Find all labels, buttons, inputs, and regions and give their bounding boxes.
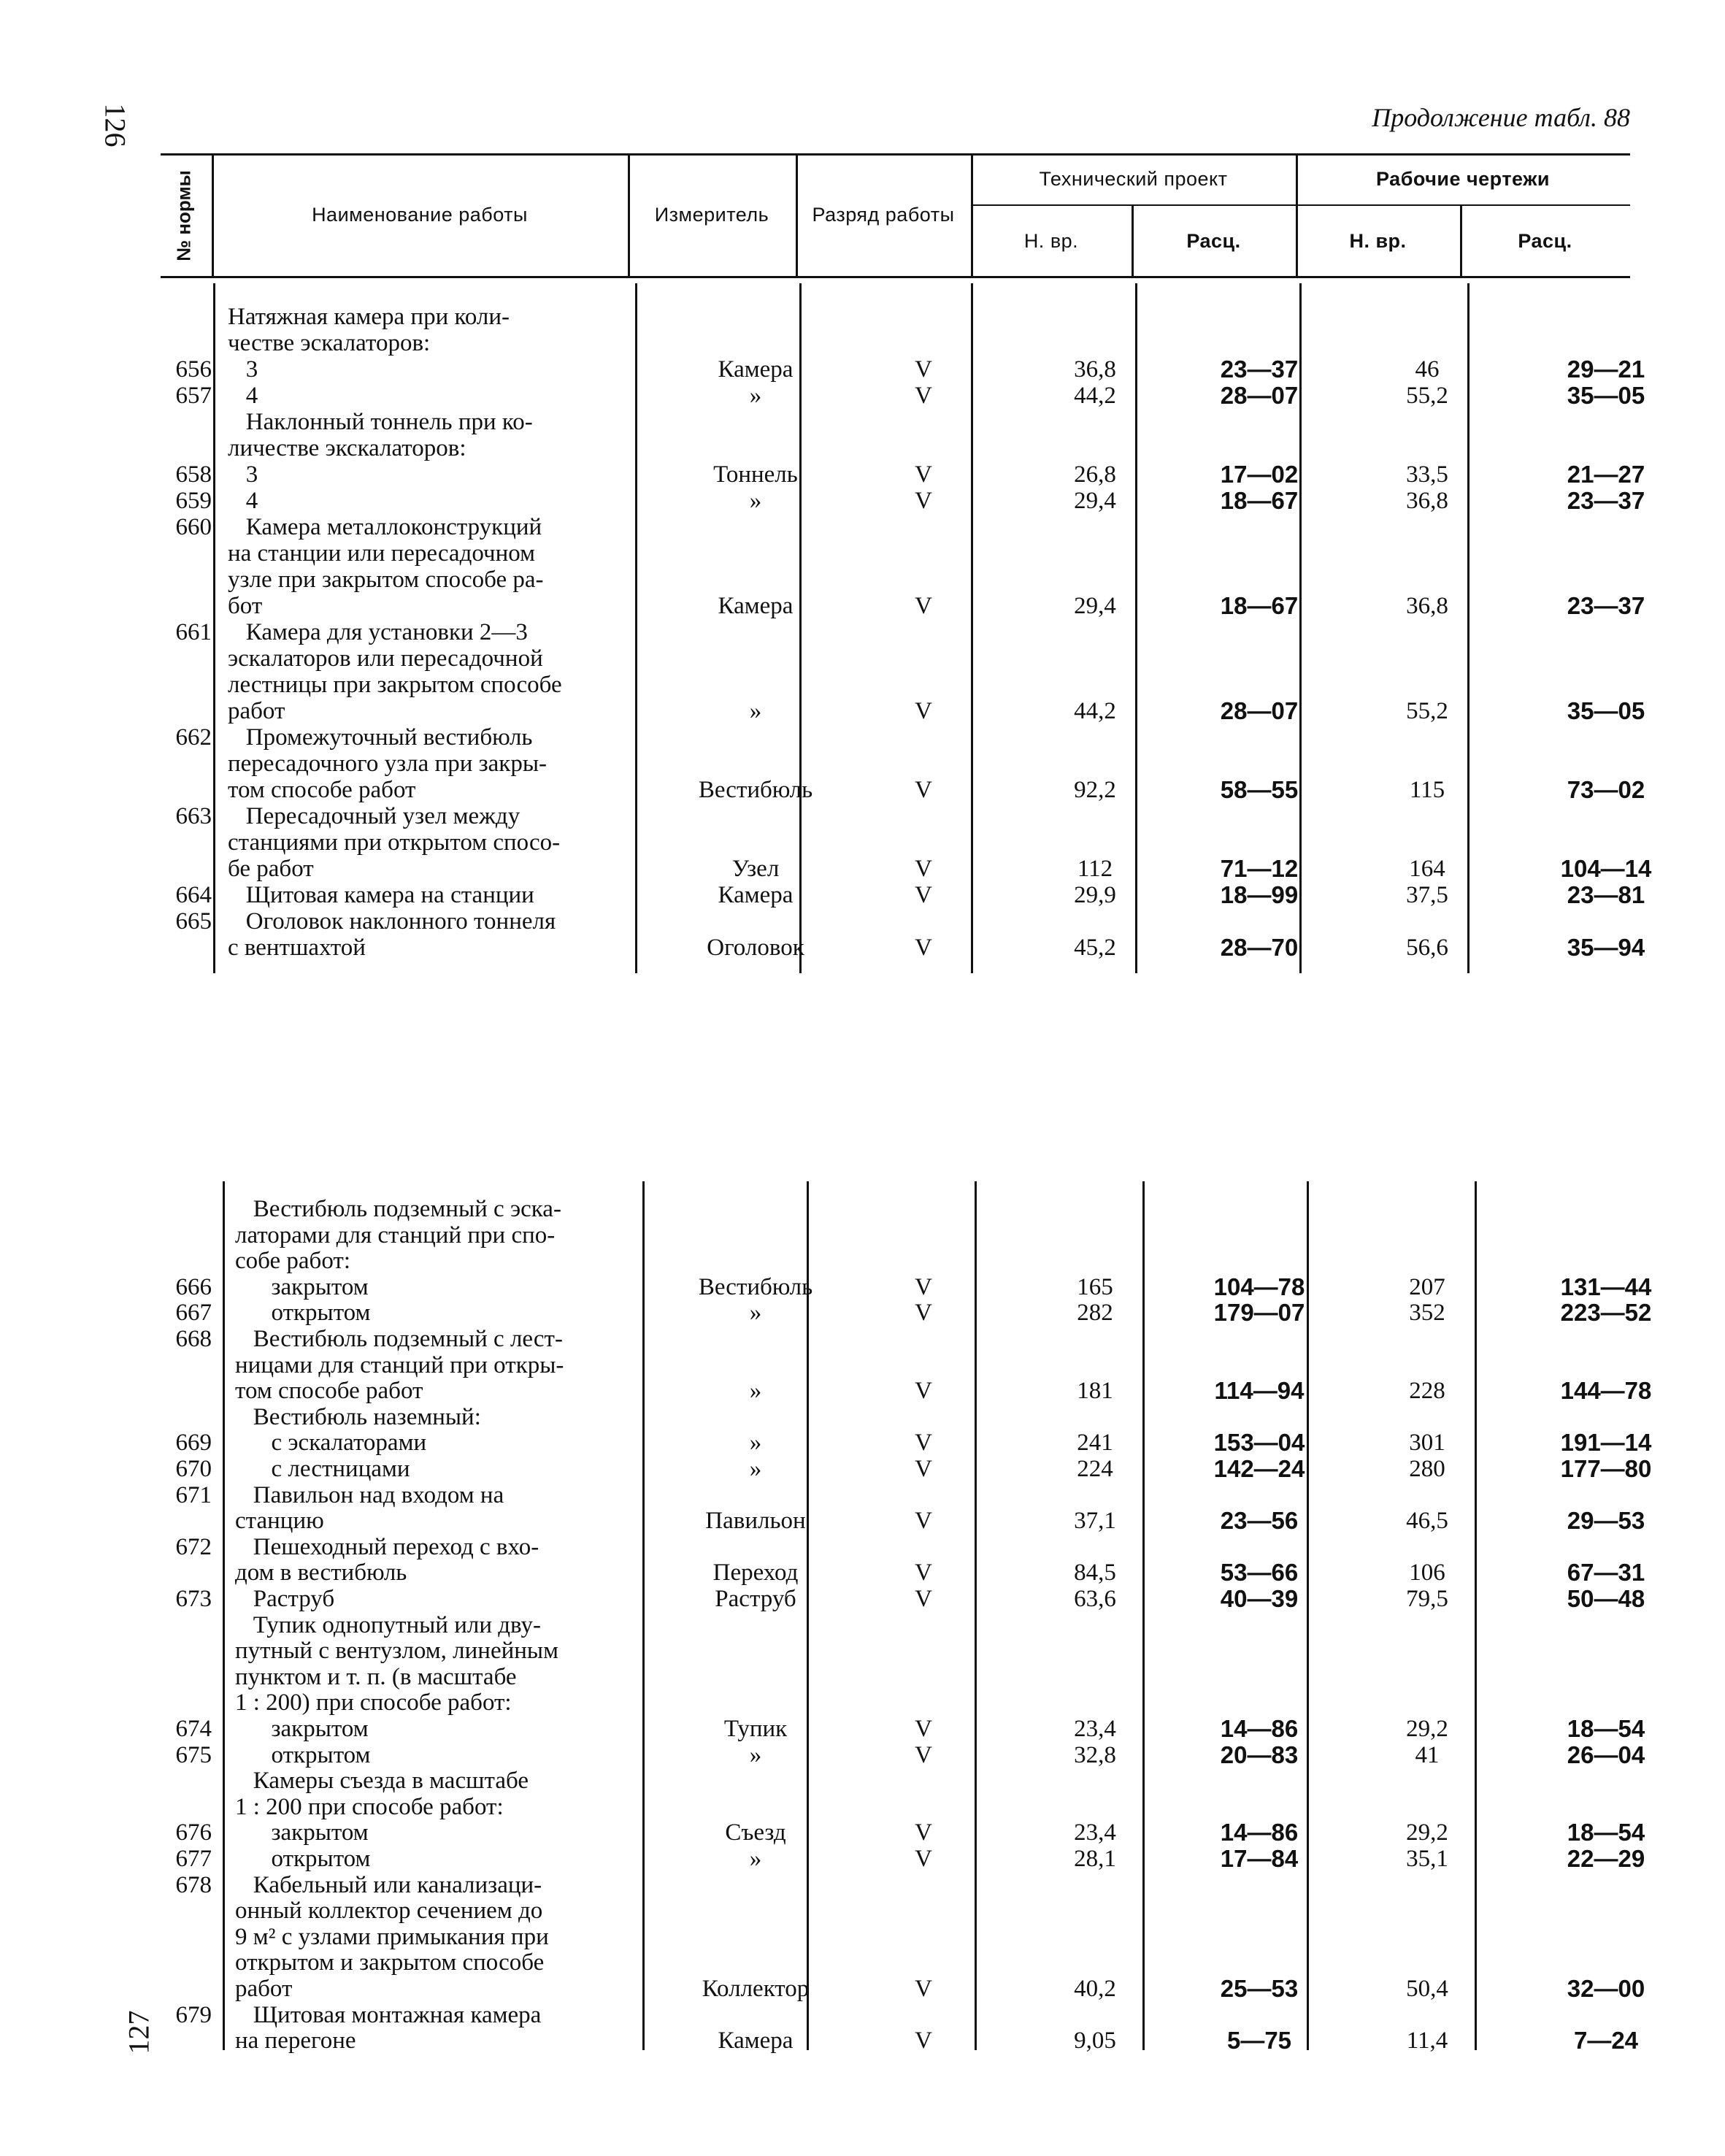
- work-name-line: 4: [228, 488, 258, 514]
- tp-time-norm-cell: 23,4: [1074, 1716, 1116, 1742]
- work-name-line: личестве экскалаторов:: [228, 435, 466, 461]
- work-name-line: 3: [228, 356, 258, 383]
- wd-time-norm-cell: 164: [1409, 856, 1445, 882]
- work-name-line: лестницы при закрытом способе: [228, 672, 562, 698]
- tp-rate-cell: 25—53: [1220, 1975, 1299, 2002]
- wd-time-norm-cell: 11,4: [1406, 2028, 1448, 2055]
- work-name-line: Наклонный тоннель при ко-: [228, 409, 533, 435]
- header-time-norm-wd: Н. вр.: [1349, 229, 1407, 252]
- wd-time-norm-cell: 29,2: [1406, 1716, 1448, 1742]
- wd-rate-cell: 7—24: [1573, 2027, 1639, 2055]
- table-header: [161, 153, 1630, 277]
- tp-rate-cell: 23—56: [1220, 1507, 1299, 1535]
- wd-rate-cell: 26—04: [1567, 1741, 1645, 1768]
- column-divider: [642, 1181, 645, 2050]
- unit-cell: »: [749, 1846, 762, 1872]
- tp-time-norm-cell: 44,2: [1074, 383, 1116, 409]
- work-name-line: 1 : 200) при способе работ:: [235, 1689, 512, 1716]
- tp-time-norm-cell: 224: [1077, 1456, 1113, 1482]
- wd-rate-cell: 35—94: [1567, 934, 1645, 961]
- tp-time-norm-cell: 36,8: [1074, 356, 1116, 383]
- unit-cell: »: [749, 1430, 762, 1457]
- header-work-name: Наименование работы: [312, 203, 528, 226]
- unit-cell: Камера: [718, 356, 794, 383]
- tp-rate-cell: 20—83: [1220, 1741, 1299, 1768]
- page-number-bottom: 127: [122, 2010, 155, 2055]
- wd-rate-cell: 18—54: [1567, 1819, 1645, 1846]
- table-body-bottom: [146, 1181, 1652, 2055]
- tp-rate-cell: 71—12: [1220, 855, 1299, 882]
- wd-rate-cell: 67—31: [1567, 1559, 1645, 1587]
- grade-cell: V: [915, 2028, 932, 2055]
- wd-time-norm-cell: 106: [1409, 1560, 1445, 1587]
- tp-rate-cell: 18—99: [1220, 881, 1299, 908]
- norm-number: 666: [175, 1273, 212, 1300]
- unit-cell: Камера: [718, 2028, 794, 2055]
- norm-number: 660: [175, 514, 212, 540]
- norm-number: 665: [175, 908, 212, 935]
- grade-cell: V: [915, 593, 932, 619]
- grade-cell: V: [915, 882, 932, 908]
- wd-time-norm-cell: 79,5: [1406, 1586, 1448, 1612]
- work-name-line: том способе работ: [228, 777, 416, 803]
- norm-number: 663: [175, 803, 212, 829]
- work-name-line: работ: [228, 698, 285, 724]
- grade-cell: V: [915, 1716, 932, 1742]
- unit-cell: »: [749, 698, 762, 724]
- wd-time-norm-cell: 33,5: [1406, 461, 1448, 488]
- wd-rate-cell: 32—00: [1567, 1975, 1645, 2002]
- tp-time-norm-cell: 282: [1077, 1300, 1113, 1327]
- tp-time-norm-cell: 26,8: [1074, 461, 1116, 488]
- grade-cell: V: [915, 1846, 932, 1872]
- wd-time-norm-cell: 46,5: [1406, 1508, 1448, 1535]
- tp-time-norm-cell: 29,9: [1074, 882, 1116, 908]
- norm-number: 656: [175, 356, 212, 383]
- tp-rate-cell: 23—37: [1220, 356, 1299, 383]
- work-name-line: 9 м² с узлами примыкания при: [235, 1923, 549, 1950]
- unit-cell: Узел: [731, 856, 780, 882]
- wd-rate-cell: 23—37: [1567, 487, 1645, 514]
- work-name-line: Вестибюль наземный:: [235, 1403, 481, 1430]
- unit-cell: Павильон: [705, 1508, 806, 1535]
- tp-rate-cell: 142—24: [1213, 1455, 1305, 1482]
- work-name-line: на станции или пересадочном: [228, 540, 536, 567]
- unit-cell: Оголовок: [707, 935, 804, 961]
- norm-number: 659: [175, 488, 212, 514]
- work-name-line: 3: [228, 461, 258, 488]
- wd-time-norm-cell: 228: [1409, 1378, 1445, 1405]
- wd-rate-cell: 131—44: [1560, 1273, 1652, 1300]
- column-divider: [213, 283, 215, 973]
- wd-time-norm-cell: 115: [1409, 777, 1445, 803]
- wd-time-norm-cell: 301: [1409, 1430, 1445, 1457]
- norm-number: 669: [175, 1430, 212, 1457]
- table-continuation-caption: Продолжение табл. 88: [1372, 103, 1630, 132]
- grade-cell: V: [915, 1976, 932, 2002]
- work-name-line: открытом: [235, 1741, 371, 1768]
- tp-time-norm-cell: 9,05: [1074, 2028, 1116, 2055]
- work-name-line: открытом: [235, 1300, 371, 1327]
- wd-rate-cell: 18—54: [1567, 1715, 1645, 1742]
- norm-number: 673: [175, 1586, 212, 1612]
- norm-number: 676: [175, 1819, 212, 1846]
- work-name-line: Камера металлоконструкций: [228, 514, 542, 540]
- tp-rate-cell: 114—94: [1214, 1377, 1305, 1405]
- norm-number: 658: [175, 461, 212, 488]
- grade-cell: V: [915, 383, 932, 409]
- grade-cell: V: [915, 1741, 932, 1768]
- wd-time-norm-cell: 50,4: [1406, 1976, 1448, 2002]
- tp-time-norm-cell: 63,6: [1074, 1586, 1116, 1612]
- grade-cell: V: [915, 777, 932, 803]
- header-time-norm-tp: Н. вр.: [1023, 229, 1079, 252]
- grade-cell: V: [915, 1430, 932, 1457]
- wd-rate-cell: 29—53: [1567, 1507, 1645, 1535]
- work-name-line: закрытом: [235, 1273, 369, 1300]
- tp-rate-cell: 17—84: [1220, 1845, 1299, 1872]
- work-name-line: 4: [228, 383, 258, 409]
- wd-rate-cell: 22—29: [1567, 1845, 1645, 1872]
- header-bottom-rule: [161, 276, 1630, 278]
- norm-number: 678: [175, 1871, 212, 1898]
- work-name-line: Вестибюль подземный с эска-: [235, 1196, 561, 1222]
- unit-cell: »: [749, 383, 762, 409]
- work-name-line: станцию: [235, 1508, 324, 1535]
- grade-cell: V: [915, 856, 932, 882]
- tp-time-norm-cell: 23,4: [1074, 1819, 1116, 1846]
- table-body-top: [146, 283, 1652, 973]
- work-name-line: Промежуточный вестибюль: [228, 724, 533, 751]
- work-name-line: пунктом и т. п. (в масштабе: [235, 1663, 517, 1690]
- tp-rate-cell: 28—07: [1220, 382, 1299, 409]
- work-name-line: станциями при открытом спосо-: [228, 829, 561, 856]
- grade-cell: V: [915, 1560, 932, 1587]
- wd-rate-cell: 21—27: [1567, 461, 1645, 488]
- tp-time-norm-cell: 29,4: [1074, 488, 1116, 514]
- wd-rate-cell: 35—05: [1567, 697, 1645, 724]
- tp-time-norm-cell: 32,8: [1074, 1741, 1116, 1768]
- grade-cell: V: [915, 1300, 932, 1327]
- norm-number: 670: [175, 1456, 212, 1482]
- work-name-line: Натяжная камера при коли-: [228, 304, 510, 330]
- work-name-line: Кабельный или канализаци-: [235, 1871, 542, 1898]
- work-name-line: бот: [228, 593, 263, 619]
- tp-rate-cell: 104—78: [1213, 1273, 1305, 1300]
- grade-cell: V: [915, 935, 932, 961]
- unit-cell: Тоннель: [713, 461, 798, 488]
- header-tech-project: Технический проект: [1039, 167, 1228, 190]
- header-grade: Разряд работы: [812, 203, 955, 226]
- work-name-line: дом в вестибюль: [235, 1560, 407, 1587]
- grade-cell: V: [915, 1586, 932, 1612]
- tp-time-norm-cell: 40,2: [1074, 1976, 1116, 2002]
- header-working-drawings: Рабочие чертежи: [1376, 167, 1550, 190]
- header-rate-wd: Расц.: [1518, 229, 1572, 252]
- wd-time-norm-cell: 29,2: [1406, 1819, 1448, 1846]
- tp-time-norm-cell: 44,2: [1074, 698, 1116, 724]
- unit-cell: »: [749, 1741, 762, 1768]
- unit-cell: Раструб: [715, 1586, 796, 1612]
- norm-number: 662: [175, 724, 212, 751]
- header-unit: Измеритель: [654, 203, 769, 226]
- work-name-line: латорами для станций при спо-: [235, 1221, 556, 1248]
- tp-rate-cell: 28—07: [1220, 697, 1299, 724]
- tp-time-norm-cell: 181: [1077, 1378, 1113, 1405]
- wd-time-norm-cell: 56,6: [1406, 935, 1448, 961]
- unit-cell: Съезд: [725, 1819, 786, 1846]
- wd-time-norm-cell: 36,8: [1406, 593, 1448, 619]
- tp-rate-cell: 40—39: [1220, 1585, 1299, 1612]
- wd-time-norm-cell: 46: [1415, 356, 1440, 383]
- work-name-line: открытом и закрытом способе: [235, 1949, 545, 1976]
- tp-time-norm-cell: 84,5: [1074, 1560, 1116, 1587]
- header-norm-number: № нормы: [172, 170, 195, 261]
- work-name-line: Оголовок наклонного тоннеля: [228, 908, 556, 935]
- work-name-line: Тупик однопутный или дву-: [235, 1611, 541, 1638]
- wd-time-norm-cell: 41: [1415, 1741, 1440, 1768]
- grade-cell: V: [915, 1378, 932, 1405]
- norm-number: 671: [175, 1481, 212, 1508]
- tp-rate-cell: 179—07: [1213, 1299, 1305, 1327]
- wd-rate-cell: 144—78: [1560, 1377, 1652, 1405]
- tp-time-norm-cell: 28,1: [1074, 1846, 1116, 1872]
- grade-cell: V: [915, 698, 932, 724]
- work-name-line: работ: [235, 1976, 293, 2002]
- tp-rate-cell: 53—66: [1220, 1559, 1299, 1587]
- wd-time-norm-cell: 207: [1409, 1273, 1445, 1300]
- column-divider: [635, 283, 637, 973]
- wd-rate-cell: 29—21: [1567, 356, 1645, 383]
- work-name-line: с вентшахтой: [228, 935, 366, 961]
- unit-cell: Переход: [712, 1560, 799, 1587]
- grade-cell: V: [915, 1819, 932, 1846]
- norm-number: 657: [175, 383, 212, 409]
- work-name-line: закрытом: [235, 1819, 369, 1846]
- wd-rate-cell: 73—02: [1567, 776, 1645, 803]
- tp-rate-cell: 14—86: [1220, 1819, 1299, 1846]
- norm-number: 679: [175, 2001, 212, 2028]
- work-name-line: том способе работ: [235, 1378, 423, 1405]
- unit-cell: Тупик: [723, 1716, 788, 1742]
- header-rate-tp: Расц.: [1186, 229, 1241, 252]
- tp-time-norm-cell: 241: [1077, 1430, 1113, 1457]
- work-name-line: Пешеходный переход с вхо-: [235, 1533, 539, 1560]
- work-name-line: ницами для станций при откры-: [235, 1351, 564, 1378]
- unit-cell: Камера: [718, 593, 794, 619]
- work-name-line: открытом: [235, 1846, 371, 1872]
- grade-cell: V: [915, 1273, 932, 1300]
- unit-cell: Вестибюль: [698, 777, 813, 803]
- unit-cell: Коллектор: [702, 1976, 810, 2002]
- wd-rate-cell: 104—14: [1560, 855, 1652, 882]
- work-name-line: Пересадочный узел между: [228, 803, 520, 829]
- wd-rate-cell: 191—14: [1560, 1429, 1652, 1457]
- norm-number: 677: [175, 1846, 212, 1872]
- tp-time-norm-cell: 29,4: [1074, 593, 1116, 619]
- wd-rate-cell: 223—52: [1560, 1299, 1652, 1327]
- grade-cell: V: [915, 356, 932, 383]
- wd-time-norm-cell: 55,2: [1406, 383, 1448, 409]
- tp-rate-cell: 14—86: [1220, 1715, 1299, 1742]
- norm-number: 667: [175, 1300, 212, 1327]
- grade-cell: V: [915, 461, 932, 488]
- tp-rate-cell: 153—04: [1213, 1429, 1305, 1457]
- tp-rate-cell: 5—75: [1226, 2027, 1292, 2055]
- work-name-line: честве эскалаторов:: [228, 330, 431, 356]
- wd-time-norm-cell: 36,8: [1406, 488, 1448, 514]
- work-name-line: закрытом: [235, 1716, 369, 1742]
- unit-cell: Вестибюль: [698, 1273, 813, 1300]
- norm-number: 674: [175, 1716, 212, 1742]
- work-name-line: путный с вентузлом, линейным: [235, 1638, 558, 1665]
- work-name-line: Павильон над входом на: [235, 1481, 504, 1508]
- work-name-line: эскалаторов или пересадочной: [228, 645, 543, 672]
- work-name-line: Камера для установки 2—3: [228, 619, 528, 645]
- tp-rate-cell: 28—70: [1220, 934, 1299, 961]
- tp-time-norm-cell: 112: [1077, 856, 1113, 882]
- norm-number: 675: [175, 1741, 212, 1768]
- unit-cell: »: [749, 1300, 762, 1327]
- norm-number: 664: [175, 882, 212, 908]
- unit-cell: Камера: [718, 882, 794, 908]
- work-name-line: на перегоне: [235, 2028, 356, 2055]
- unit-cell: »: [749, 1378, 762, 1405]
- work-name-line: онный коллектор сечением до: [235, 1898, 543, 1925]
- grade-cell: V: [915, 1456, 932, 1482]
- unit-cell: »: [749, 488, 762, 514]
- work-name-line: Щитовая монтажная камера: [235, 2001, 542, 2028]
- unit-cell: »: [749, 1456, 762, 1482]
- wd-time-norm-cell: 35,1: [1406, 1846, 1448, 1872]
- work-name-line: Камеры съезда в масштабе: [235, 1768, 529, 1795]
- work-name-line: узле при закрытом способе ра-: [228, 567, 544, 593]
- column-divider: [223, 1181, 225, 2050]
- wd-time-norm-cell: 280: [1409, 1456, 1445, 1482]
- work-name-line: Щитовая камера на станции: [228, 882, 534, 908]
- tp-rate-cell: 58—55: [1220, 776, 1299, 803]
- tp-rate-cell: 17—02: [1220, 461, 1299, 488]
- tp-rate-cell: 18—67: [1220, 487, 1299, 514]
- wd-rate-cell: 35—05: [1567, 382, 1645, 409]
- wd-time-norm-cell: 55,2: [1406, 698, 1448, 724]
- grade-cell: V: [915, 1508, 932, 1535]
- work-name-line: 1 : 200 при способе работ:: [235, 1793, 504, 1820]
- tp-time-norm-cell: 37,1: [1074, 1508, 1116, 1535]
- work-name-line: бе работ: [228, 856, 314, 882]
- norm-number: 668: [175, 1326, 212, 1352]
- tp-rate-cell: 18—67: [1220, 592, 1299, 619]
- tp-time-norm-cell: 165: [1077, 1273, 1113, 1300]
- grade-cell: V: [915, 488, 932, 514]
- wd-time-norm-cell: 37,5: [1406, 882, 1448, 908]
- work-name-line: с эскалаторами: [235, 1430, 427, 1457]
- tp-time-norm-cell: 45,2: [1074, 935, 1116, 961]
- wd-rate-cell: 177—80: [1560, 1455, 1652, 1482]
- wd-rate-cell: 23—81: [1567, 881, 1645, 908]
- work-name-line: Вестибюль подземный с лест-: [235, 1326, 563, 1352]
- page-number-top: 126: [99, 103, 132, 147]
- norm-number: 661: [175, 619, 212, 645]
- work-name-line: Раструб: [235, 1586, 335, 1612]
- work-name-line: с лестницами: [235, 1456, 410, 1482]
- work-name-line: собе работ:: [235, 1248, 350, 1275]
- wd-rate-cell: 50—48: [1567, 1585, 1645, 1612]
- wd-time-norm-cell: 352: [1409, 1300, 1445, 1327]
- tp-time-norm-cell: 92,2: [1074, 777, 1116, 803]
- norm-number: 672: [175, 1533, 212, 1560]
- wd-rate-cell: 23—37: [1567, 592, 1645, 619]
- work-name-line: пересадочного узла при закры-: [228, 751, 547, 777]
